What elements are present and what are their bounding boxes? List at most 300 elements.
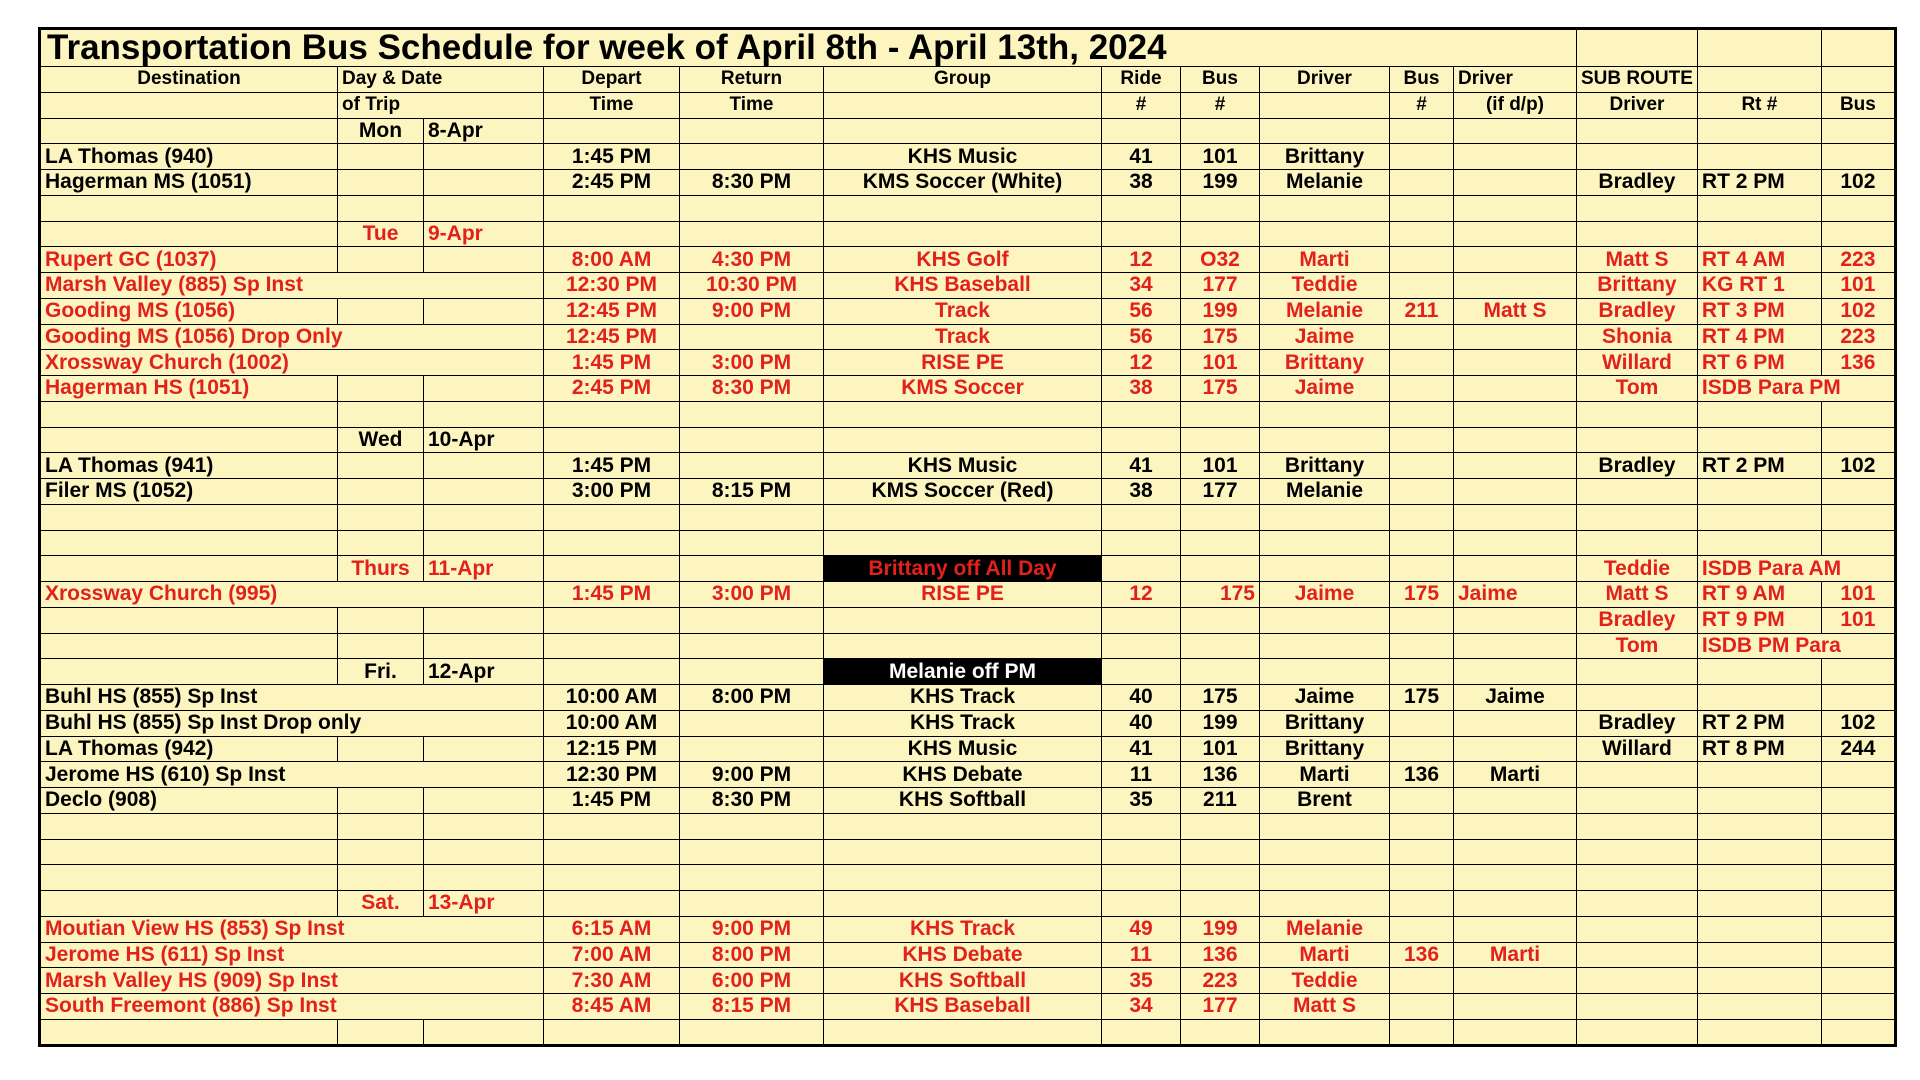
sub-rt-cell: RT 9 PM [1697, 607, 1821, 633]
group-cell: KMS Soccer (Red) [824, 479, 1102, 505]
bus-2-cell [1390, 994, 1454, 1020]
sub-driver-cell [1577, 994, 1698, 1020]
destination-cell [40, 633, 338, 659]
staff-notice-banner: Melanie off PM [824, 659, 1102, 685]
destination-cell: Rupert GC (1037) [40, 247, 338, 273]
date-cell: 13-Apr [424, 891, 544, 917]
header-if-dp: (if d/p) [1454, 92, 1577, 118]
header-driver: Driver [1260, 67, 1390, 93]
sub-driver-cell [1577, 788, 1698, 814]
header-return: Return [680, 67, 824, 93]
ride-num-cell [1102, 221, 1181, 247]
sub-bus-cell [1821, 916, 1895, 942]
return-time-cell: 9:00 PM [680, 762, 824, 788]
sub-bus-cell [1821, 427, 1895, 453]
ride-num-cell [1102, 556, 1181, 582]
driver-2-cell: Matt S [1454, 298, 1577, 324]
day-cell: Thurs [338, 556, 424, 582]
return-time-cell: 8:00 PM [680, 942, 824, 968]
group-cell [824, 195, 1102, 221]
day-cell [338, 1019, 424, 1045]
destination-cell: Jerome HS (610) Sp Inst [40, 762, 544, 788]
ride-num-cell [1102, 504, 1181, 530]
return-time-cell [680, 556, 824, 582]
sub-rt-cell: ISDB Para PM [1697, 376, 1895, 402]
sub-bus-cell: 101 [1821, 273, 1895, 299]
group-cell: KHS Music [824, 144, 1102, 170]
depart-time-cell [544, 118, 680, 144]
ride-num-cell: 12 [1102, 247, 1181, 273]
sub-driver-cell: Bradley [1577, 170, 1698, 196]
sub-rt-cell [1697, 788, 1821, 814]
sub-bus-cell [1821, 1019, 1895, 1045]
sub-bus-cell: 136 [1821, 350, 1895, 376]
ride-num-cell: 35 [1102, 788, 1181, 814]
sub-bus-cell: 244 [1821, 736, 1895, 762]
driver-cell: Teddie [1260, 968, 1390, 994]
bus-num-cell [1181, 659, 1260, 685]
ride-num-cell [1102, 401, 1181, 427]
day-cell [338, 453, 424, 479]
return-time-cell [680, 1019, 824, 1045]
destination-cell [40, 504, 338, 530]
destination-cell [40, 659, 338, 685]
sub-rt-cell: RT 3 PM [1697, 298, 1821, 324]
sub-driver-cell [1577, 685, 1698, 711]
bus-num-cell: 136 [1181, 762, 1260, 788]
table-row [40, 556, 1896, 582]
driver-cell: Brittany [1260, 453, 1390, 479]
sub-rt-cell [1697, 891, 1821, 917]
sub-driver-cell: Bradley [1577, 453, 1698, 479]
driver-2-cell [1454, 324, 1577, 350]
bus-2-cell [1390, 504, 1454, 530]
group-cell: KMS Soccer [824, 376, 1102, 402]
sub-bus-cell: 223 [1821, 324, 1895, 350]
depart-time-cell [544, 221, 680, 247]
depart-time-cell: 6:15 AM [544, 916, 680, 942]
sub-bus-cell: 102 [1821, 170, 1895, 196]
header-bus: Bus [1181, 67, 1260, 93]
header-destination: Destination [40, 67, 338, 93]
table-row [40, 916, 1896, 942]
day-cell [338, 813, 424, 839]
ride-num-cell [1102, 891, 1181, 917]
return-time-cell: 4:30 PM [680, 247, 824, 273]
group-cell: Track [824, 298, 1102, 324]
sub-bus-cell [1821, 942, 1895, 968]
day-cell [338, 298, 424, 324]
table-row [40, 144, 1896, 170]
return-time-cell [680, 633, 824, 659]
date-cell [424, 813, 544, 839]
sub-driver-cell [1577, 195, 1698, 221]
title-row [40, 29, 1896, 67]
group-cell [824, 607, 1102, 633]
depart-time-cell: 10:00 AM [544, 685, 680, 711]
driver-2-cell [1454, 633, 1577, 659]
header-blank-cell [824, 92, 1102, 118]
title-blank-cell [1577, 29, 1698, 67]
sub-driver-cell [1577, 401, 1698, 427]
driver-cell: Melanie [1260, 298, 1390, 324]
driver-cell [1260, 504, 1390, 530]
bus-num-cell: 177 [1181, 273, 1260, 299]
day-cell [338, 144, 424, 170]
bus-2-cell [1390, 427, 1454, 453]
driver-cell: Brittany [1260, 144, 1390, 170]
ride-num-cell [1102, 659, 1181, 685]
sub-bus-cell: 102 [1821, 453, 1895, 479]
day-cell [338, 736, 424, 762]
sub-bus-cell [1821, 762, 1895, 788]
sub-rt-cell [1697, 530, 1821, 556]
table-row [40, 891, 1896, 917]
group-cell [824, 118, 1102, 144]
table-row [40, 839, 1896, 865]
table-row [40, 247, 1896, 273]
return-time-cell: 8:15 PM [680, 994, 824, 1020]
sub-rt-cell [1697, 195, 1821, 221]
sub-driver-cell [1577, 221, 1698, 247]
bus-2-cell [1390, 891, 1454, 917]
table-row [40, 659, 1896, 685]
bus-num-cell [1181, 427, 1260, 453]
ride-num-cell [1102, 1019, 1181, 1045]
return-time-cell [680, 324, 824, 350]
table-row [40, 401, 1896, 427]
table-row [40, 710, 1896, 736]
sub-rt-cell: RT 4 AM [1697, 247, 1821, 273]
header-sub-route: SUB ROUTE [1577, 67, 1698, 93]
depart-time-cell [544, 607, 680, 633]
header-driver-2: Driver [1454, 67, 1577, 93]
table-row [40, 324, 1896, 350]
bus-2-cell [1390, 195, 1454, 221]
group-cell: RISE PE [824, 350, 1102, 376]
destination-cell: Filer MS (1052) [40, 479, 338, 505]
bus-num-cell [1181, 556, 1260, 582]
header-bus-2-num: # [1390, 92, 1454, 118]
bus-2-cell [1390, 376, 1454, 402]
table-row [40, 273, 1896, 299]
depart-time-cell: 12:45 PM [544, 298, 680, 324]
table-row [40, 633, 1896, 659]
driver-2-cell [1454, 195, 1577, 221]
return-time-cell: 3:00 PM [680, 582, 824, 608]
header-sub-driver: Driver [1577, 92, 1698, 118]
day-cell: Sat. [338, 891, 424, 917]
header-of-trip: of Trip [338, 92, 544, 118]
ride-num-cell [1102, 839, 1181, 865]
date-cell: 9-Apr [424, 221, 544, 247]
return-time-cell: 6:00 PM [680, 968, 824, 994]
bus-num-cell [1181, 607, 1260, 633]
depart-time-cell: 7:30 AM [544, 968, 680, 994]
table-row [40, 942, 1896, 968]
date-cell [424, 479, 544, 505]
group-cell [824, 891, 1102, 917]
ride-num-cell [1102, 195, 1181, 221]
table-row [40, 350, 1896, 376]
depart-time-cell: 3:00 PM [544, 479, 680, 505]
table-row [40, 607, 1896, 633]
destination-cell [40, 530, 338, 556]
header-blank-cell [1260, 92, 1390, 118]
ride-num-cell: 11 [1102, 942, 1181, 968]
ride-num-cell [1102, 427, 1181, 453]
driver-2-cell: Jaime [1454, 582, 1577, 608]
return-time-cell: 8:30 PM [680, 170, 824, 196]
bus-num-cell: 175 [1181, 582, 1260, 608]
destination-cell: Marsh Valley (885) Sp Inst [40, 273, 544, 299]
depart-time-cell [544, 813, 680, 839]
return-time-cell [680, 710, 824, 736]
depart-time-cell [544, 659, 680, 685]
ride-num-cell: 40 [1102, 710, 1181, 736]
sub-rt-cell [1697, 762, 1821, 788]
driver-cell: Marti [1260, 942, 1390, 968]
bus-2-cell [1390, 839, 1454, 865]
driver-2-cell [1454, 736, 1577, 762]
table-row [40, 813, 1896, 839]
return-time-cell: 8:00 PM [680, 685, 824, 711]
bus-num-cell: 199 [1181, 170, 1260, 196]
driver-2-cell [1454, 479, 1577, 505]
bus-2-cell [1390, 736, 1454, 762]
depart-time-cell [544, 633, 680, 659]
bus-2-cell [1390, 633, 1454, 659]
day-cell: Mon [338, 118, 424, 144]
bus-2-cell [1390, 607, 1454, 633]
sub-rt-cell: ISDB Para AM [1697, 556, 1895, 582]
return-time-cell [680, 607, 824, 633]
return-time-cell [680, 891, 824, 917]
day-cell [338, 170, 424, 196]
date-cell [424, 530, 544, 556]
driver-cell [1260, 839, 1390, 865]
sub-rt-cell: ISDB PM Para [1697, 633, 1895, 659]
sub-bus-cell [1821, 530, 1895, 556]
depart-time-cell: 2:45 PM [544, 170, 680, 196]
date-cell [424, 376, 544, 402]
group-cell: KHS Softball [824, 968, 1102, 994]
driver-2-cell [1454, 813, 1577, 839]
driver-2-cell [1454, 427, 1577, 453]
sub-rt-cell: RT 2 PM [1697, 453, 1821, 479]
depart-time-cell: 2:45 PM [544, 376, 680, 402]
table-row [40, 221, 1896, 247]
date-cell [424, 865, 544, 891]
sub-rt-cell [1697, 994, 1821, 1020]
day-cell [338, 633, 424, 659]
bus-num-cell [1181, 401, 1260, 427]
driver-cell: Teddie [1260, 273, 1390, 299]
sub-driver-cell: Shonia [1577, 324, 1698, 350]
driver-cell: Marti [1260, 247, 1390, 273]
day-cell [338, 865, 424, 891]
ride-num-cell [1102, 530, 1181, 556]
sub-driver-cell [1577, 839, 1698, 865]
sub-driver-cell [1577, 813, 1698, 839]
sub-driver-cell [1577, 865, 1698, 891]
sub-driver-cell: Brittany [1577, 273, 1698, 299]
table-row [40, 865, 1896, 891]
sub-driver-cell [1577, 118, 1698, 144]
ride-num-cell: 11 [1102, 762, 1181, 788]
group-cell [824, 427, 1102, 453]
driver-2-cell [1454, 710, 1577, 736]
destination-cell [40, 839, 338, 865]
group-cell: KHS Golf [824, 247, 1102, 273]
sub-bus-cell [1821, 118, 1895, 144]
driver-cell: Jaime [1260, 685, 1390, 711]
driver-cell [1260, 865, 1390, 891]
day-cell: Fri. [338, 659, 424, 685]
destination-cell [40, 1019, 338, 1045]
date-cell: 11-Apr [424, 556, 544, 582]
bus-2-cell [1390, 916, 1454, 942]
driver-cell: Matt S [1260, 994, 1390, 1020]
driver-cell: Jaime [1260, 376, 1390, 402]
bus-num-cell [1181, 633, 1260, 659]
sub-bus-cell [1821, 865, 1895, 891]
bus-num-cell: 199 [1181, 298, 1260, 324]
sub-rt-cell [1697, 968, 1821, 994]
table-row [40, 195, 1896, 221]
bus-num-cell [1181, 813, 1260, 839]
destination-cell: Xrossway Church (995) [40, 582, 544, 608]
depart-time-cell: 8:00 AM [544, 247, 680, 273]
header-bus-num: # [1181, 92, 1260, 118]
depart-time-cell [544, 427, 680, 453]
header-day-date: Day & Date [338, 67, 544, 93]
sub-rt-cell [1697, 401, 1821, 427]
bus-num-cell [1181, 504, 1260, 530]
sub-bus-cell [1821, 994, 1895, 1020]
sub-bus-cell [1821, 839, 1895, 865]
driver-2-cell [1454, 144, 1577, 170]
sub-rt-cell: RT 2 PM [1697, 170, 1821, 196]
driver-cell [1260, 633, 1390, 659]
sub-bus-cell [1821, 968, 1895, 994]
depart-time-cell [544, 504, 680, 530]
sub-bus-cell [1821, 401, 1895, 427]
date-cell [424, 788, 544, 814]
destination-cell: LA Thomas (940) [40, 144, 338, 170]
driver-cell: Marti [1260, 762, 1390, 788]
driver-2-cell [1454, 118, 1577, 144]
group-cell [824, 530, 1102, 556]
destination-cell [40, 427, 338, 453]
return-time-cell: 9:00 PM [680, 916, 824, 942]
page-title: Transportation Bus Schedule for week of April 8th - April 13th, 2024 [40, 29, 1577, 67]
table-row [40, 762, 1896, 788]
sub-driver-cell: Matt S [1577, 582, 1698, 608]
bus-num-cell: O32 [1181, 247, 1260, 273]
ride-num-cell: 12 [1102, 582, 1181, 608]
sub-driver-cell: Bradley [1577, 607, 1698, 633]
driver-2-cell [1454, 453, 1577, 479]
bus-2-cell [1390, 350, 1454, 376]
group-cell [824, 1019, 1102, 1045]
bus-num-cell: 136 [1181, 942, 1260, 968]
depart-time-cell [544, 556, 680, 582]
driver-cell: Brent [1260, 788, 1390, 814]
header-depart: Depart [544, 67, 680, 93]
day-cell [338, 376, 424, 402]
date-cell [424, 170, 544, 196]
bus-num-cell [1181, 839, 1260, 865]
depart-time-cell: 12:45 PM [544, 324, 680, 350]
depart-time-cell [544, 891, 680, 917]
ride-num-cell: 34 [1102, 994, 1181, 1020]
bus-num-cell: 199 [1181, 710, 1260, 736]
return-time-cell [680, 401, 824, 427]
day-cell [338, 479, 424, 505]
sub-bus-cell [1821, 813, 1895, 839]
bus-2-cell [1390, 324, 1454, 350]
header-row-2 [40, 92, 1896, 118]
destination-cell [40, 556, 338, 582]
bus-num-cell: 101 [1181, 144, 1260, 170]
destination-cell [40, 401, 338, 427]
driver-cell [1260, 1019, 1390, 1045]
destination-cell [40, 195, 338, 221]
table-row [40, 298, 1896, 324]
ride-num-cell: 38 [1102, 170, 1181, 196]
depart-time-cell: 1:45 PM [544, 788, 680, 814]
driver-cell: Jaime [1260, 324, 1390, 350]
bus-num-cell: 175 [1181, 376, 1260, 402]
driver-cell [1260, 401, 1390, 427]
driver-2-cell [1454, 170, 1577, 196]
return-time-cell [680, 736, 824, 762]
bus-num-cell [1181, 195, 1260, 221]
destination-cell [40, 607, 338, 633]
bus-2-cell [1390, 556, 1454, 582]
group-cell [824, 221, 1102, 247]
bus-num-cell: 175 [1181, 324, 1260, 350]
group-cell: KHS Music [824, 736, 1102, 762]
destination-cell: LA Thomas (941) [40, 453, 338, 479]
group-cell [824, 839, 1102, 865]
bus-num-cell: 211 [1181, 788, 1260, 814]
destination-cell [40, 221, 338, 247]
return-time-cell [680, 195, 824, 221]
sub-driver-cell [1577, 968, 1698, 994]
day-cell [338, 195, 424, 221]
header-return-time: Time [680, 92, 824, 118]
bus-num-cell [1181, 865, 1260, 891]
destination-cell: Buhl HS (855) Sp Inst [40, 685, 544, 711]
bus-2-cell: 175 [1390, 582, 1454, 608]
day-cell [338, 530, 424, 556]
sub-rt-cell [1697, 1019, 1821, 1045]
return-time-cell: 10:30 PM [680, 273, 824, 299]
return-time-cell: 8:15 PM [680, 479, 824, 505]
bus-2-cell: 175 [1390, 685, 1454, 711]
ride-num-cell [1102, 118, 1181, 144]
bus-num-cell [1181, 221, 1260, 247]
depart-time-cell [544, 865, 680, 891]
destination-cell [40, 891, 338, 917]
bus-2-cell [1390, 968, 1454, 994]
ride-num-cell: 35 [1102, 968, 1181, 994]
group-cell [824, 401, 1102, 427]
date-cell [424, 504, 544, 530]
return-time-cell [680, 144, 824, 170]
